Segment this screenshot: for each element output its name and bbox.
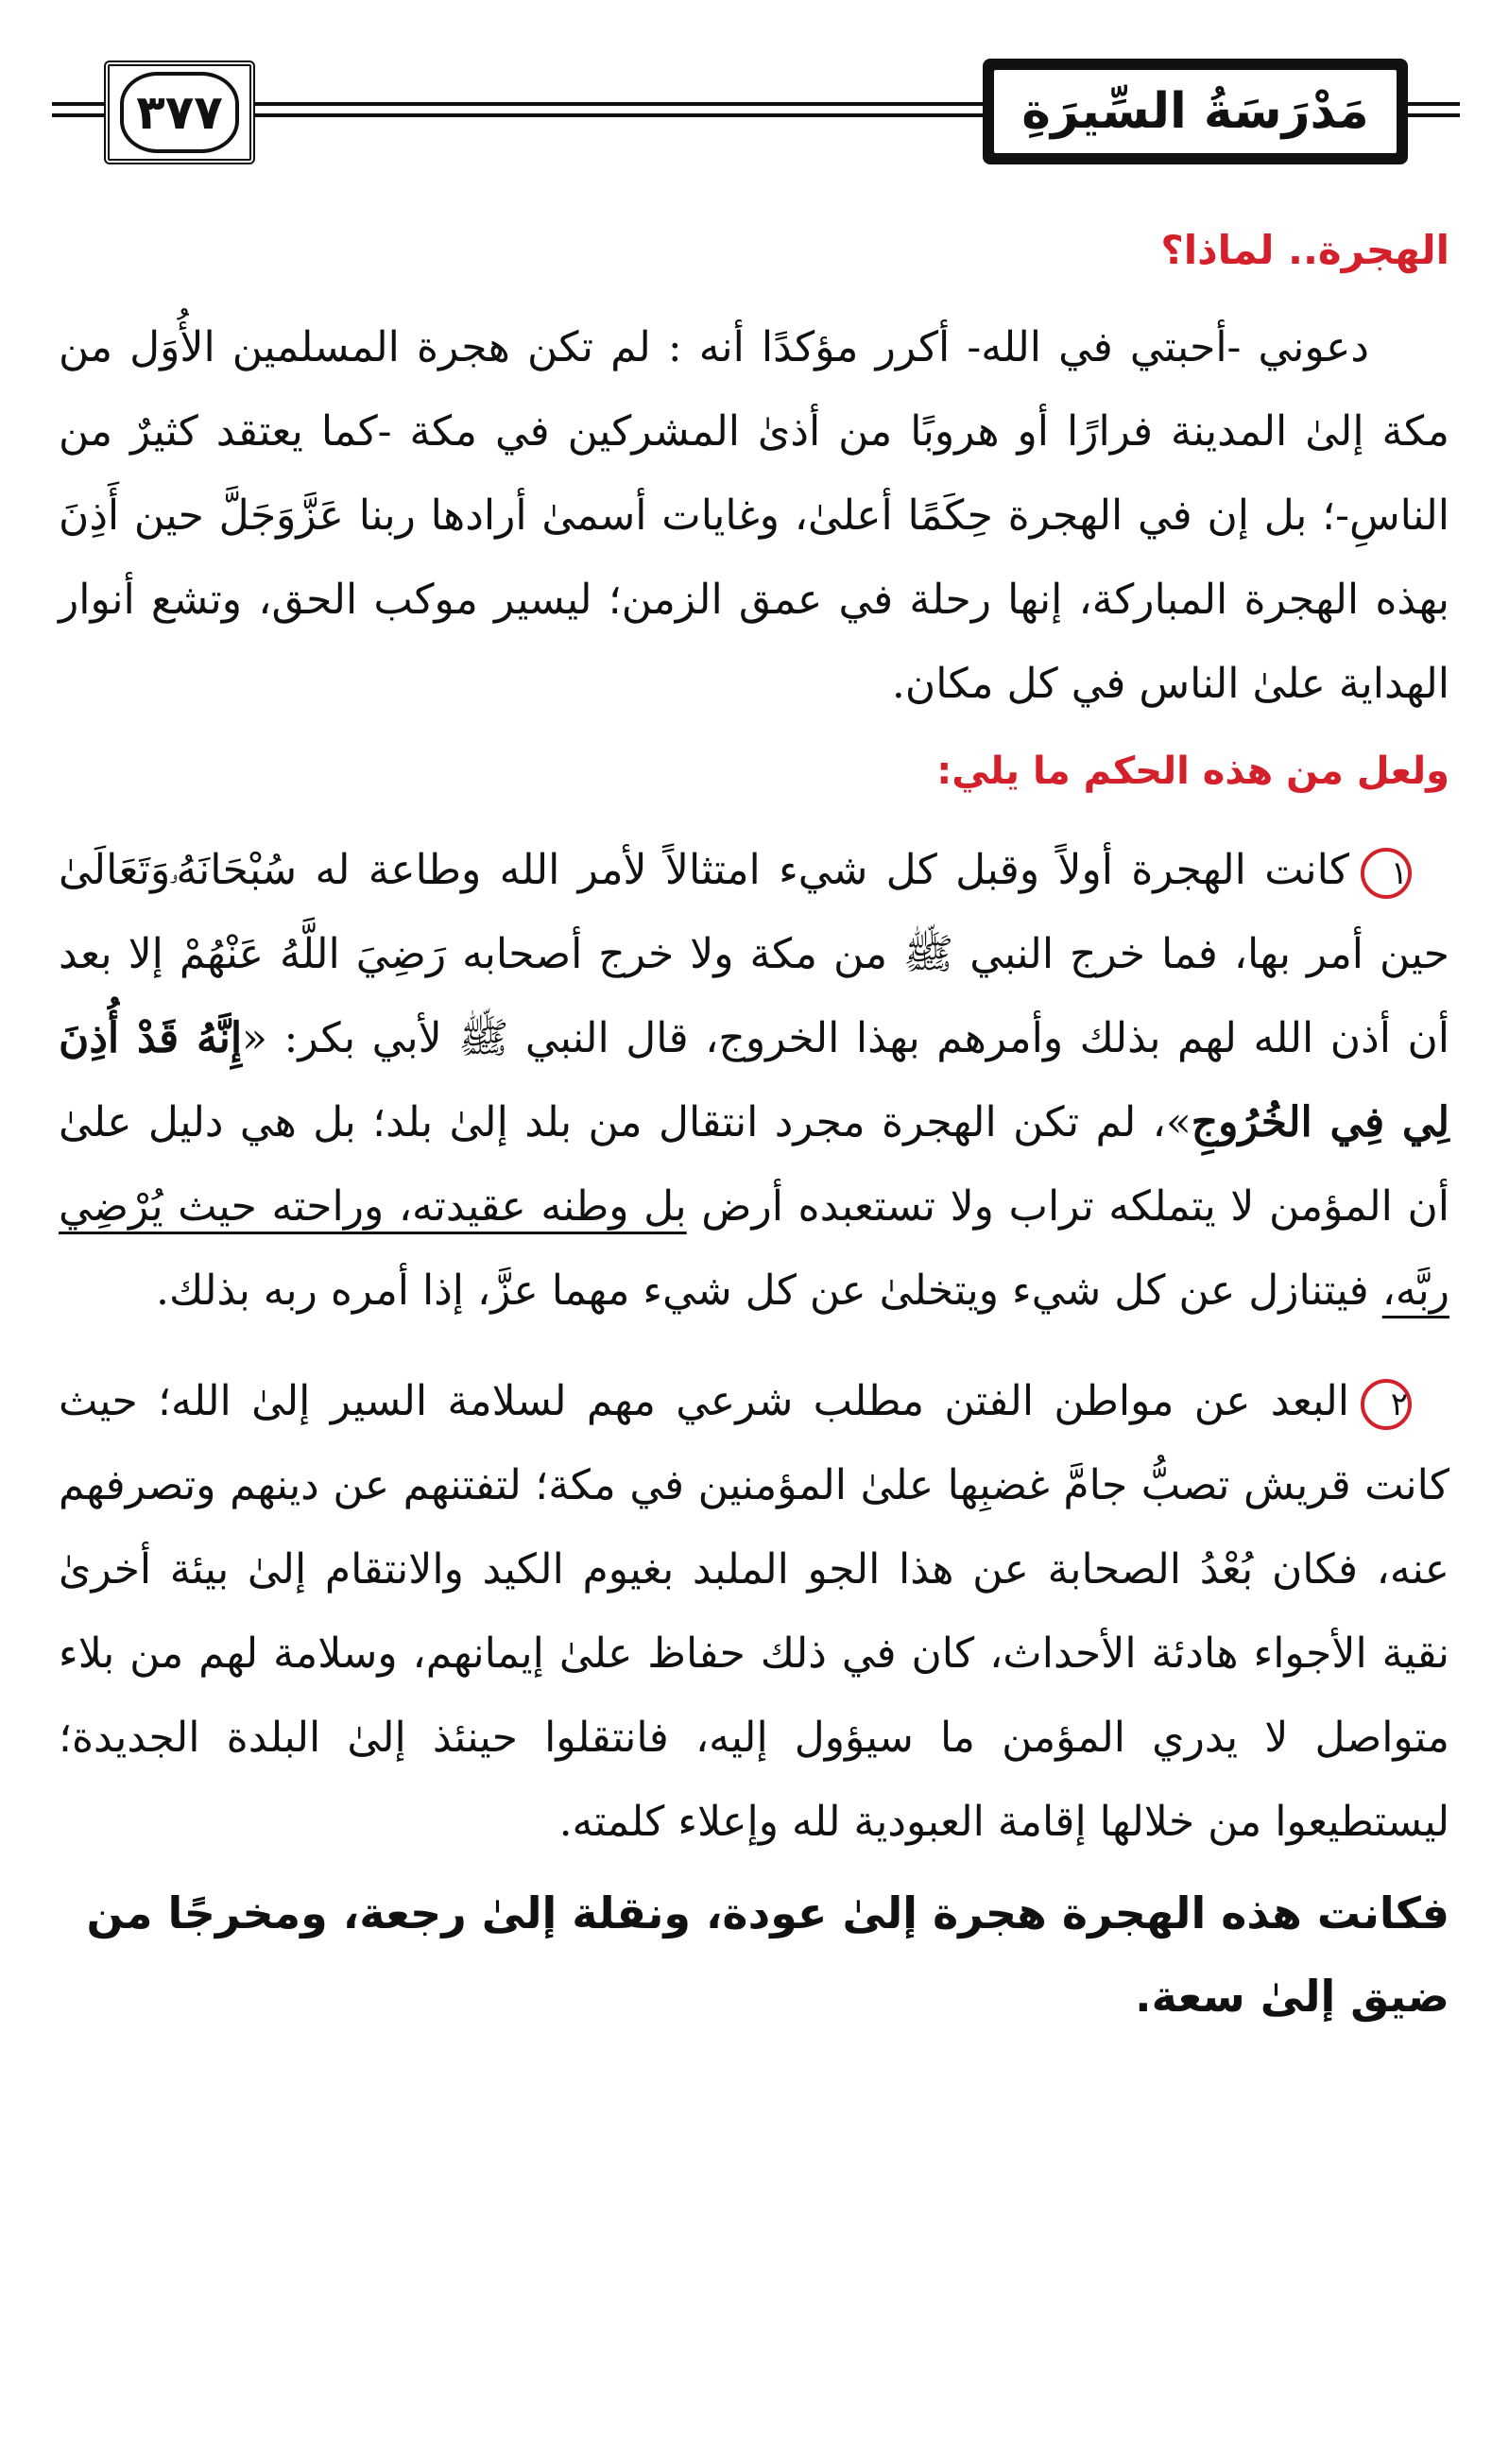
book-title-frame xyxy=(983,59,1408,164)
page-number-frame xyxy=(104,60,255,164)
page-header xyxy=(52,55,1460,168)
point-number-1: ١ xyxy=(1361,848,1412,899)
underlined-phrase: بل وطنه عقيدته، وراحته حيث يُرْضِي ربَّه، xyxy=(59,1182,1449,1315)
point-1-text-a: كانت الهجرة أولاً وقبل كل شيء امتثالاً لأمر الله وطاعة له سُبْحَانَهُۥوَتَعَالَىٰ حين أمر بها، فما خرج النبي ﷺ من مكة ولا خرج أصحابه رَضِيَ اللَّهُ عَنْهُمْ إلا بعد أن أذن الله لهم بذلك وأمرهم بهذا الخروج، قال النبي ﷺ لأبي بكر: « xyxy=(59,846,1449,1062)
intro-paragraph: دعوني -أحبتي في الله- أكرر مؤكدًا أنه : لم تكن هجرة المسلمين الأُوَل من مكة إلىٰ المدينة فرارًا أو هروبًا من أذىٰ المشركين في مكة -كما يعتقد كثيرٌ من الناسِ-؛ بل إن في الهجرة حِكَمًا أعلىٰ، وغايات أسمىٰ أرادها ربنا عَزَّوَجَلَّ حين أَذِنَ بهذه الهجرة المباركة، إنها رحلة في عمق الزمن؛ ليسير موكب الحق، وتشع أنوار الهداية علىٰ الناس في كل مكان. xyxy=(59,323,1449,708)
point-1-text-c: فيتنازل عن كل شيء ويتخلىٰ عن كل شيء مهما عزَّ، إذا أمره ربه بذلك. xyxy=(156,1266,1382,1315)
page-content xyxy=(59,213,1449,2081)
point-1 xyxy=(59,828,1449,1333)
section-heading: الهجرة.. لماذا؟ xyxy=(1160,227,1449,273)
point-2 xyxy=(59,1359,1449,1864)
point-2-text: البعد عن مواطن الفتن مطلب شرعي مهم لسلامة السير إلىٰ الله؛ حيث كانت قريش تصبُّ جامَّ غضبِها علىٰ المؤمنين في مكة؛ لتفتنهم عن دينهم وتصرفهم عنه، فكان بُعْدُ الصحابة عن هذا الجو الملبد بغيوم الكيد والانتقام إلىٰ بيئة أخرىٰ نقية الأجواء هادئة الأحداث، كان في ذلك حفاظ علىٰ إيمانهم، وسلامة لهم من بلاء متواصل لا يدري المؤمن ما سيؤول إليه، فانتقلوا حينئذ إلىٰ البلدة الجديدة؛ ليستطيعوا من خلالها إقامة العبودية لله وإعلاء كلمته. xyxy=(59,1377,1449,1846)
point-1-text-b: »، لم تكن الهجرة مجرد انتقال من بلد إلىٰ بلد؛ بل هي دليل علىٰ أن المؤمن لا يتملكه تراب ولا تستعبده أرض xyxy=(59,1098,1450,1231)
sub-heading: ولعل من هذه الحكم ما يلي: xyxy=(936,750,1449,793)
hadith-quote: إِنَّهُ قَدْ أُذِنَ لِي فِي الخُرُوجِ xyxy=(59,1014,1449,1146)
page-number: ٣٧٧ xyxy=(120,72,239,153)
book-title: مَدْرَسَةُ السِّيرَةِ xyxy=(991,67,1399,156)
point-number-2: ٢ xyxy=(1361,1379,1412,1430)
closing-statement: فكانت هذه الهجرة هجرة إلىٰ عودة، ونقلة إلىٰ رجعة، ومخرجًا من ضيق إلىٰ سعة. xyxy=(86,1887,1449,2022)
